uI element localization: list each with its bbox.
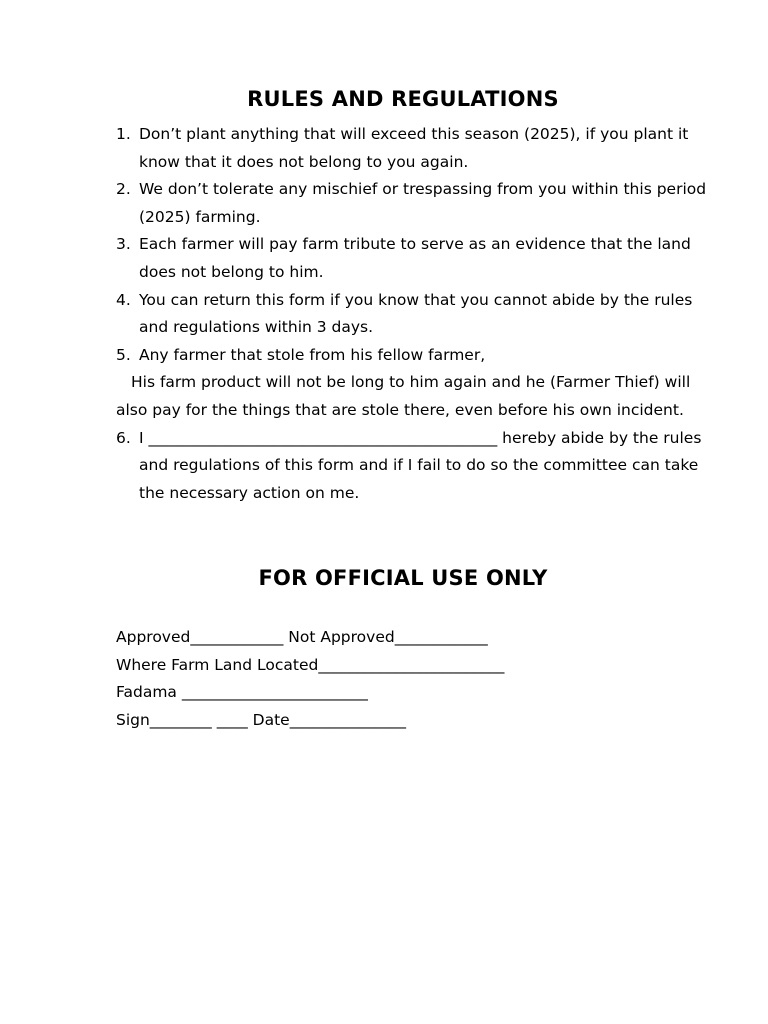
approval-line: Approved____________ Not Approved____________ [116,628,488,646]
rule-text: Don’t plant anything that will exceed this season (2025), if you plant it know that it does not belong to you again. [139,125,689,171]
list-item [116,342,716,370]
list-item [116,287,716,342]
farm-location-line: Where Farm Land Located________________________ [116,655,505,674]
official-use-section [116,624,716,734]
list-item [116,121,716,176]
list-item [116,176,716,231]
page-title: RULES AND REGULATIONS [247,87,559,111]
rule-continuation: His farm product will not be long to him again and he (Farmer Thief) will also pay for the things that are stole there, even before his own incident. [116,373,691,419]
rule-text: I _____________________________________________ hereby abide by the rules and regulations of this form and if I fail to do so the committee can take the necessary action on me. [139,428,702,502]
list-item [116,231,716,286]
rule-number: 4. [116,290,131,309]
rule-number: 1. [116,125,131,143]
fadama-line: Fadama ________________________ [116,683,368,702]
sign-date-line: Sign________ ____ Date_______________ [116,710,406,729]
rule-text: Each farmer will pay farm tribute to serve as an evidence that the land does not belong to him. [139,235,691,281]
official-use-title: FOR OFFICIAL USE ONLY [258,566,548,590]
rule-text: You can return this form if you know that you cannot abide by the rules and regulations within 3 days. [139,290,693,337]
rules-list [116,121,716,507]
rule-number: 3. [116,235,131,254]
rule-number: 6. [116,428,131,447]
list-item [116,425,716,508]
rule-text: We don’t tolerate any mischief or trespassing from you within this period (2025) farming. [139,180,707,226]
rule-number: 5. [116,345,131,364]
rule-text: Any farmer that stole from his fellow farmer, [139,345,486,364]
rule-number: 2. [116,180,131,199]
